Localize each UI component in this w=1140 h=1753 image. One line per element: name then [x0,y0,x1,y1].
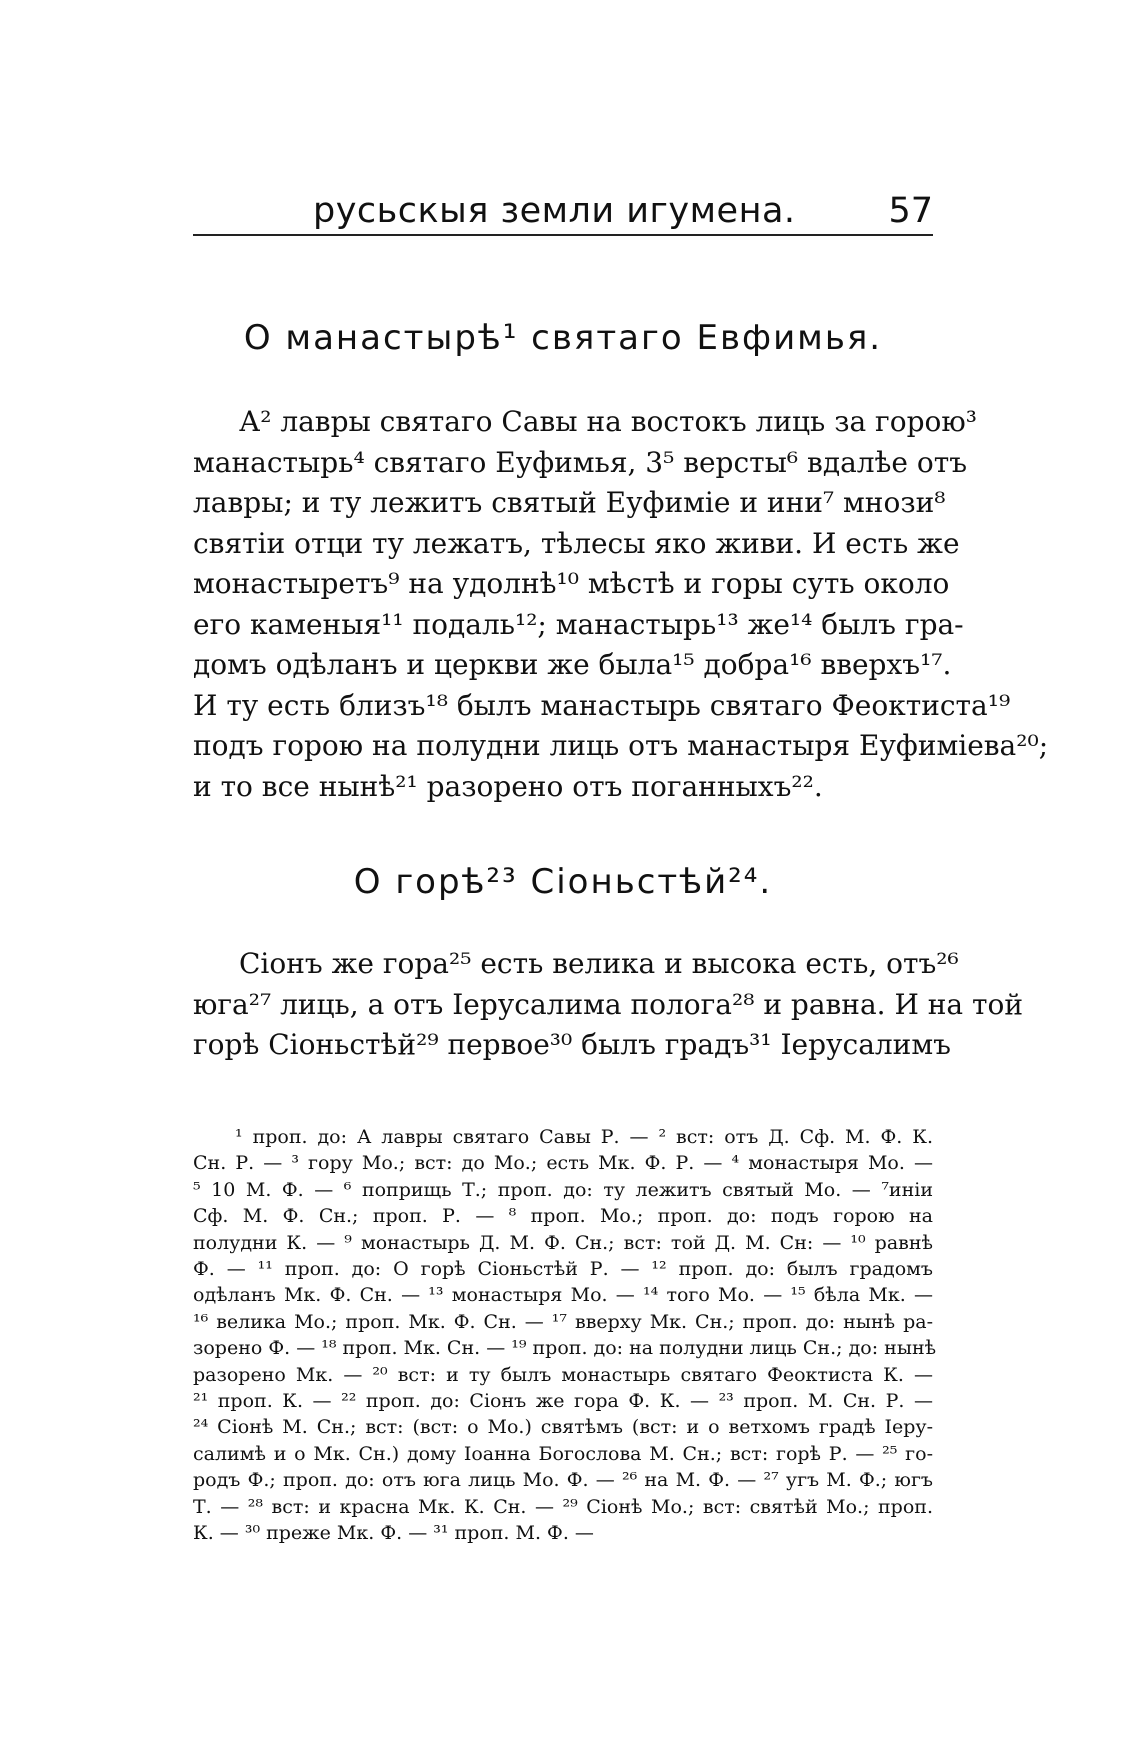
text-line: лавры; и ту лежитъ святый Еуфиміе и ини⁷ мнози⁸ [193,486,946,519]
text-line: подъ горою на полудни лиць отъ манастыря Еуфиміева²⁰; [193,729,1049,762]
footnote-line: Сн. Р. — ³ гору Мо.; вст: до Мо.; есть Мк. Ф. Р. — ⁴ монастыря Мо. — [193,1152,933,1175]
footnote-line: разорено Мк. — ²⁰ вст: и ту былъ монастырь святаго Феоктиста К. — [193,1363,933,1386]
page-number: 57 [888,191,933,231]
text-line: горѣ Сіоньстѣй²⁹ первое³⁰ былъ градъ³¹ Іерусалимъ [193,1028,951,1061]
footnote-line: ¹⁶ велика Мо.; проп. Мк. Ф. Сн. — ¹⁷ вверху Мк. Сн.; проп. до: нынѣ ра- [193,1310,933,1333]
footnote-line: одѣланъ Мк. Ф. Сн. — ¹³ монастыря Мо. — ¹⁴ того Мо. — ¹⁵ бѣла Мк. — [193,1284,933,1307]
footnote-line: зорено Ф. — ¹⁸ проп. Мк. Сн. — ¹⁹ проп. до: на полудни лиць Сн.; до: нынѣ [193,1337,937,1360]
section-heading-euthymius: О манастырѣ¹ святаго Евфимья. [243,318,883,358]
text-line: его каменыя¹¹ подаль¹²; манастырь¹³ же¹⁴ былъ гра- [193,607,964,641]
text-line: домъ одѣланъ и церкви же была¹⁵ добра¹⁶ вверхъ¹⁷. [193,648,952,681]
footnote-line: Сф. М. Ф. Сн.; проп. Р. — ⁸ проп. Мо.; проп. до: подъ горою на [193,1205,933,1228]
footnotes [193,1124,937,1547]
text-line: монастыретъ⁹ на удолнѣ¹⁰ мѣстѣ и горы суть около [193,567,950,600]
text-line: А² лавры святаго Савы на востокъ лиць за горою³ [239,405,977,438]
text-line: И ту есть близъ¹⁸ былъ манастырь святаго Феоктиста¹⁹ [193,688,1011,722]
footnote-line: родъ Ф.; проп. до: отъ юга лиць Мо. Ф. — ²⁶ на М. Ф. — ²⁷ угъ М. Ф.; югъ [193,1469,933,1492]
section-heading-zion: О горѣ²³ Сіоньстѣй²⁴. [353,862,773,902]
paragraph-zion [193,944,1024,1066]
footnote-line: ²¹ проп. К. — ²² проп. до: Сіонъ же гора Ф. К. — ²³ проп. М. Сн. Р. — [193,1390,933,1413]
footnote-line: Ф. — ¹¹ проп. до: О горѣ Сіоньстѣй Р. — ¹² проп. до: былъ градомъ [193,1258,933,1281]
text-line: и то все нынѣ²¹ разорено отъ поганныхъ²². [193,769,823,803]
text-line: Сіонъ же гора²⁵ есть велика и высока есть, отъ²⁶ [239,947,959,980]
footnote-line: ¹ проп. до: А лавры святаго Савы Р. — ² вст: отъ Д. Сф. М. Ф. К. [235,1126,933,1148]
running-title: русьскыя земли игумена. [313,191,796,231]
text-line: юга²⁷ лиць, а отъ Іерусалима полога²⁸ и равна. И на той [193,987,1024,1021]
footnote-line: К. — ³⁰ преже Мк. Ф. — ³¹ проп. М. Ф. — [193,1522,594,1545]
header-rule [193,234,933,236]
paragraph-euthymius [193,402,1049,807]
footnote-line: ⁵ 10 М. Ф. — ⁶ поприщь Т.; проп. до: ту лежитъ святый Мо. — ⁷иніи [193,1178,933,1201]
text-line: манастырь⁴ святаго Еуфимья, 3⁵ версты⁶ вдалѣе отъ [193,445,968,479]
text-line: святіи отци ту лежатъ, тѣлесы яко живи. И есть же [193,526,960,560]
footnote-line: Т. — ²⁸ вст: и красна Мк. К. Сн. — ²⁹ Сіонѣ Мо.; вст: святѣй Мо.; проп. [193,1495,933,1518]
page-header [193,188,933,234]
footnote-line: салимѣ и о Мк. Сн.) дому Іоанна Богослова М. Сн.; вст: горѣ Р. — ²⁵ го- [193,1442,933,1465]
footnote-line: полудни К. — ⁹ монастырь Д. М. Ф. Сн.; вст: той Д. М. Сн: — ¹⁰ равнѣ [193,1231,933,1254]
footnote-line: ²⁴ Сіонѣ М. Сн.; вст: (вст: о Мо.) святѣмъ (вст: и о ветхомъ градѣ Іеру- [193,1416,933,1439]
